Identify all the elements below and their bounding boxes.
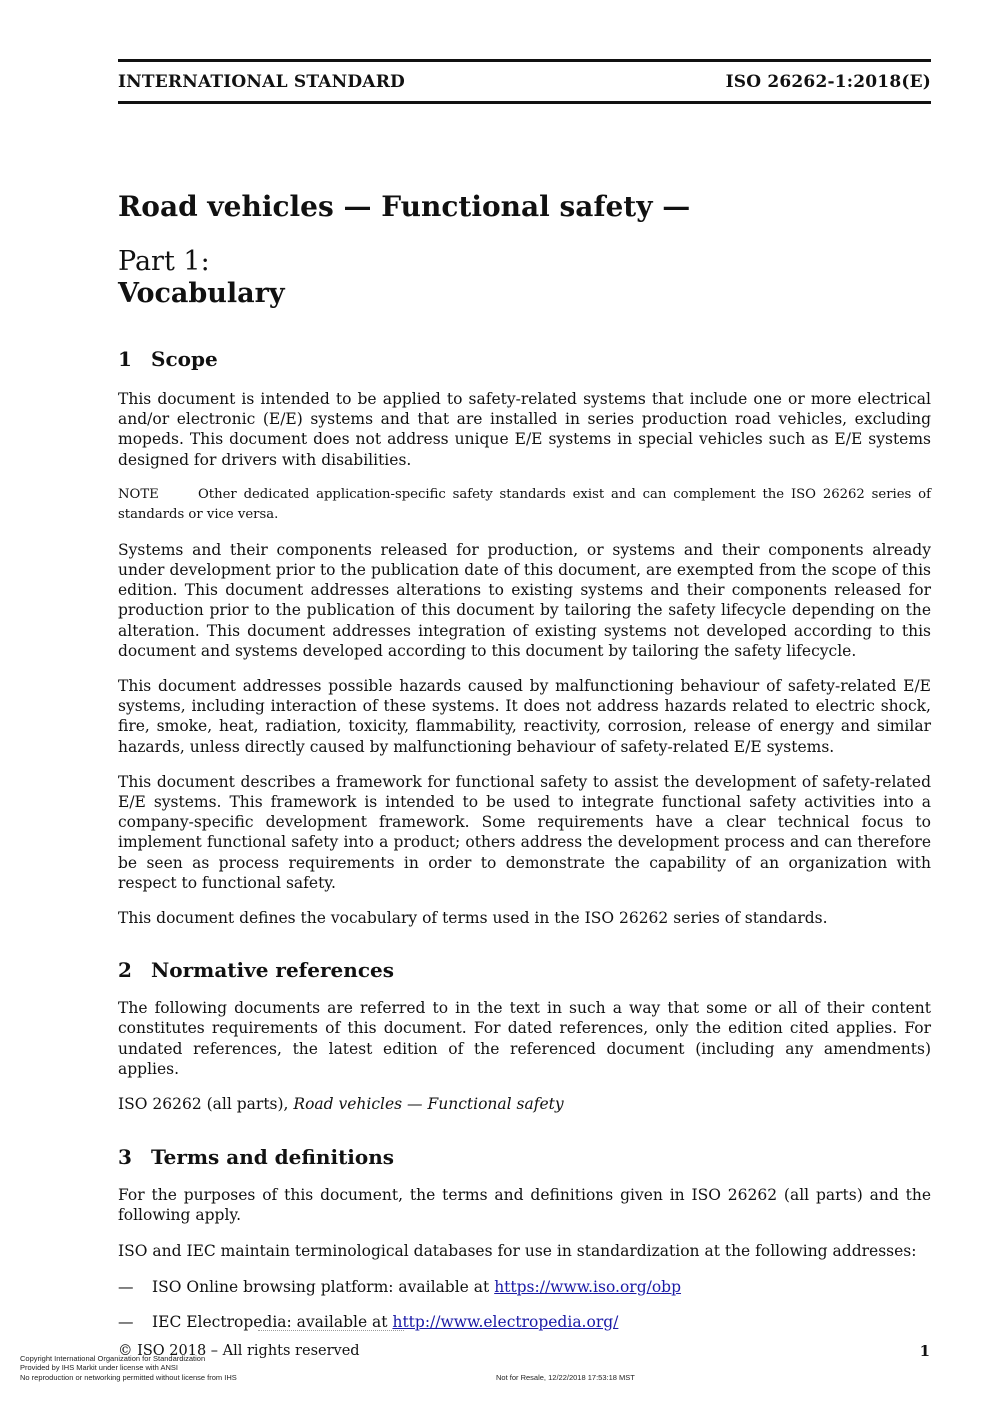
scope-paragraph-1: This document is intended to be applied to safety-related systems that include one or more electrical and/or electronic (E/E) systems and that are installed in series production road vehicles, excluding mopeds. This document does not address unique E/E systems in special vehicles such as E/E systems designed for drivers with disabilities. bbox=[118, 390, 931, 469]
terms-paragraph-1: For the purposes of this document, the terms and definitions given in ISO 26262 (all parts) and the following apply. bbox=[118, 1186, 931, 1225]
license-stamp-line-1: Copyright International Organization for Standardization bbox=[20, 1354, 206, 1363]
normative-references-paragraph: The following documents are referred to in the text in such a way that some or all of their content constitutes requirements of this document. For dated references, only the edition cited applies. For undated references, the latest edition of the referenced document (including any amendments) applies. bbox=[118, 999, 931, 1078]
part-number: Part 1: bbox=[118, 246, 210, 277]
header-standard-type: INTERNATIONAL STANDARD bbox=[118, 72, 405, 92]
note-label: NOTE bbox=[118, 486, 159, 502]
dotted-divider bbox=[258, 1330, 404, 1331]
section-title: Normative references bbox=[151, 958, 394, 983]
section-title: Scope bbox=[151, 347, 218, 371]
section-number: 1 bbox=[118, 347, 132, 371]
license-stamp-line-3: No reproduction or networking permitted without license from IHS bbox=[20, 1373, 237, 1382]
list-item bbox=[118, 1312, 931, 1332]
list-item-text: ISO Online browsing platform: available at bbox=[152, 1277, 495, 1296]
resale-stamp: Not for Resale, 12/22/2018 17:53:18 MST bbox=[496, 1373, 635, 1382]
scope-paragraph-2: Systems and their components released for production, or systems and their components already under development prior to the publication date of this document, are exempted from the scope of this edition. This document addresses alterations to existing systems and their components released for production prior to the publication of this document by tailoring the safety lifecycle depending on the alteration. This document addresses integration of existing systems not developed according to this document and systems developed according to this document by tailoring the safety lifecycle. bbox=[118, 540, 931, 660]
section-heading-normative-references bbox=[118, 956, 931, 984]
list-item bbox=[118, 1277, 931, 1297]
scope-paragraph-5: This document defines the vocabulary of terms used in the ISO 26262 series of standards. bbox=[118, 909, 828, 928]
reference-number: ISO 26262 (all parts), bbox=[118, 1095, 294, 1114]
license-stamp-line-2: Provided by IHS Markit under license with ANSI bbox=[20, 1363, 178, 1372]
note-text: Other dedicated application-specific safety standards exist and can complement the ISO 26262 series of standards or vice versa. bbox=[118, 486, 931, 522]
header-rule-bottom bbox=[118, 101, 931, 104]
reference-title: Road vehicles — Functional safety bbox=[293, 1095, 564, 1114]
scope-note bbox=[118, 485, 931, 525]
part-title: Vocabulary bbox=[118, 278, 285, 309]
iso-obp-link[interactable]: https://www.iso.org/obp bbox=[494, 1277, 682, 1296]
dash-marker: — bbox=[118, 1277, 134, 1296]
page-number: 1 bbox=[919, 1342, 930, 1360]
section-heading-terms-and-definitions bbox=[118, 1143, 931, 1171]
terms-paragraph-2: ISO and IEC maintain terminological databases for use in standardization at the following addresses: bbox=[118, 1241, 917, 1260]
list-item-text: IEC Electropedia: available at bbox=[152, 1312, 393, 1331]
dash-marker: — bbox=[118, 1312, 134, 1331]
normative-reference-item bbox=[118, 1094, 931, 1114]
footer-copyright: © ISO 2018 – All rights reserved bbox=[118, 1343, 360, 1359]
electropedia-link[interactable]: http://www.electropedia.org/ bbox=[392, 1312, 619, 1331]
section-title: Terms and definitions bbox=[151, 1145, 395, 1170]
header-rule-top bbox=[118, 59, 931, 62]
scope-paragraph-3: This document addresses possible hazards caused by malfunctioning behaviour of safety-related E/E systems, including interaction of these systems. It does not address hazards related to electric shock, fire, smoke, heat, radiation, toxicity, flammability, reactivity, corrosion, release of energy and similar hazards, unless directly caused by malfunctioning behaviour of safety-related E/E systems. bbox=[118, 677, 931, 756]
section-heading-scope bbox=[118, 345, 931, 373]
scope-paragraph-4: This document describes a framework for functional safety to assist the development of safety-related E/E systems. This framework is intended to be used to integrate functional safety activities into a company-specific development framework. Some requirements have a clear technical focus to implement functional safety into a product; others address the development process and can therefore be seen as process requirements in order to demonstrate the capability of an organization with respect to functional safety. bbox=[118, 772, 931, 892]
document-title: Road vehicles — Functional safety — bbox=[118, 190, 691, 223]
section-number: 2 bbox=[118, 958, 132, 983]
document-body bbox=[118, 345, 931, 1332]
section-number: 3 bbox=[118, 1145, 132, 1170]
header-standard-number: ISO 26262-1:2018(E) bbox=[725, 72, 931, 92]
